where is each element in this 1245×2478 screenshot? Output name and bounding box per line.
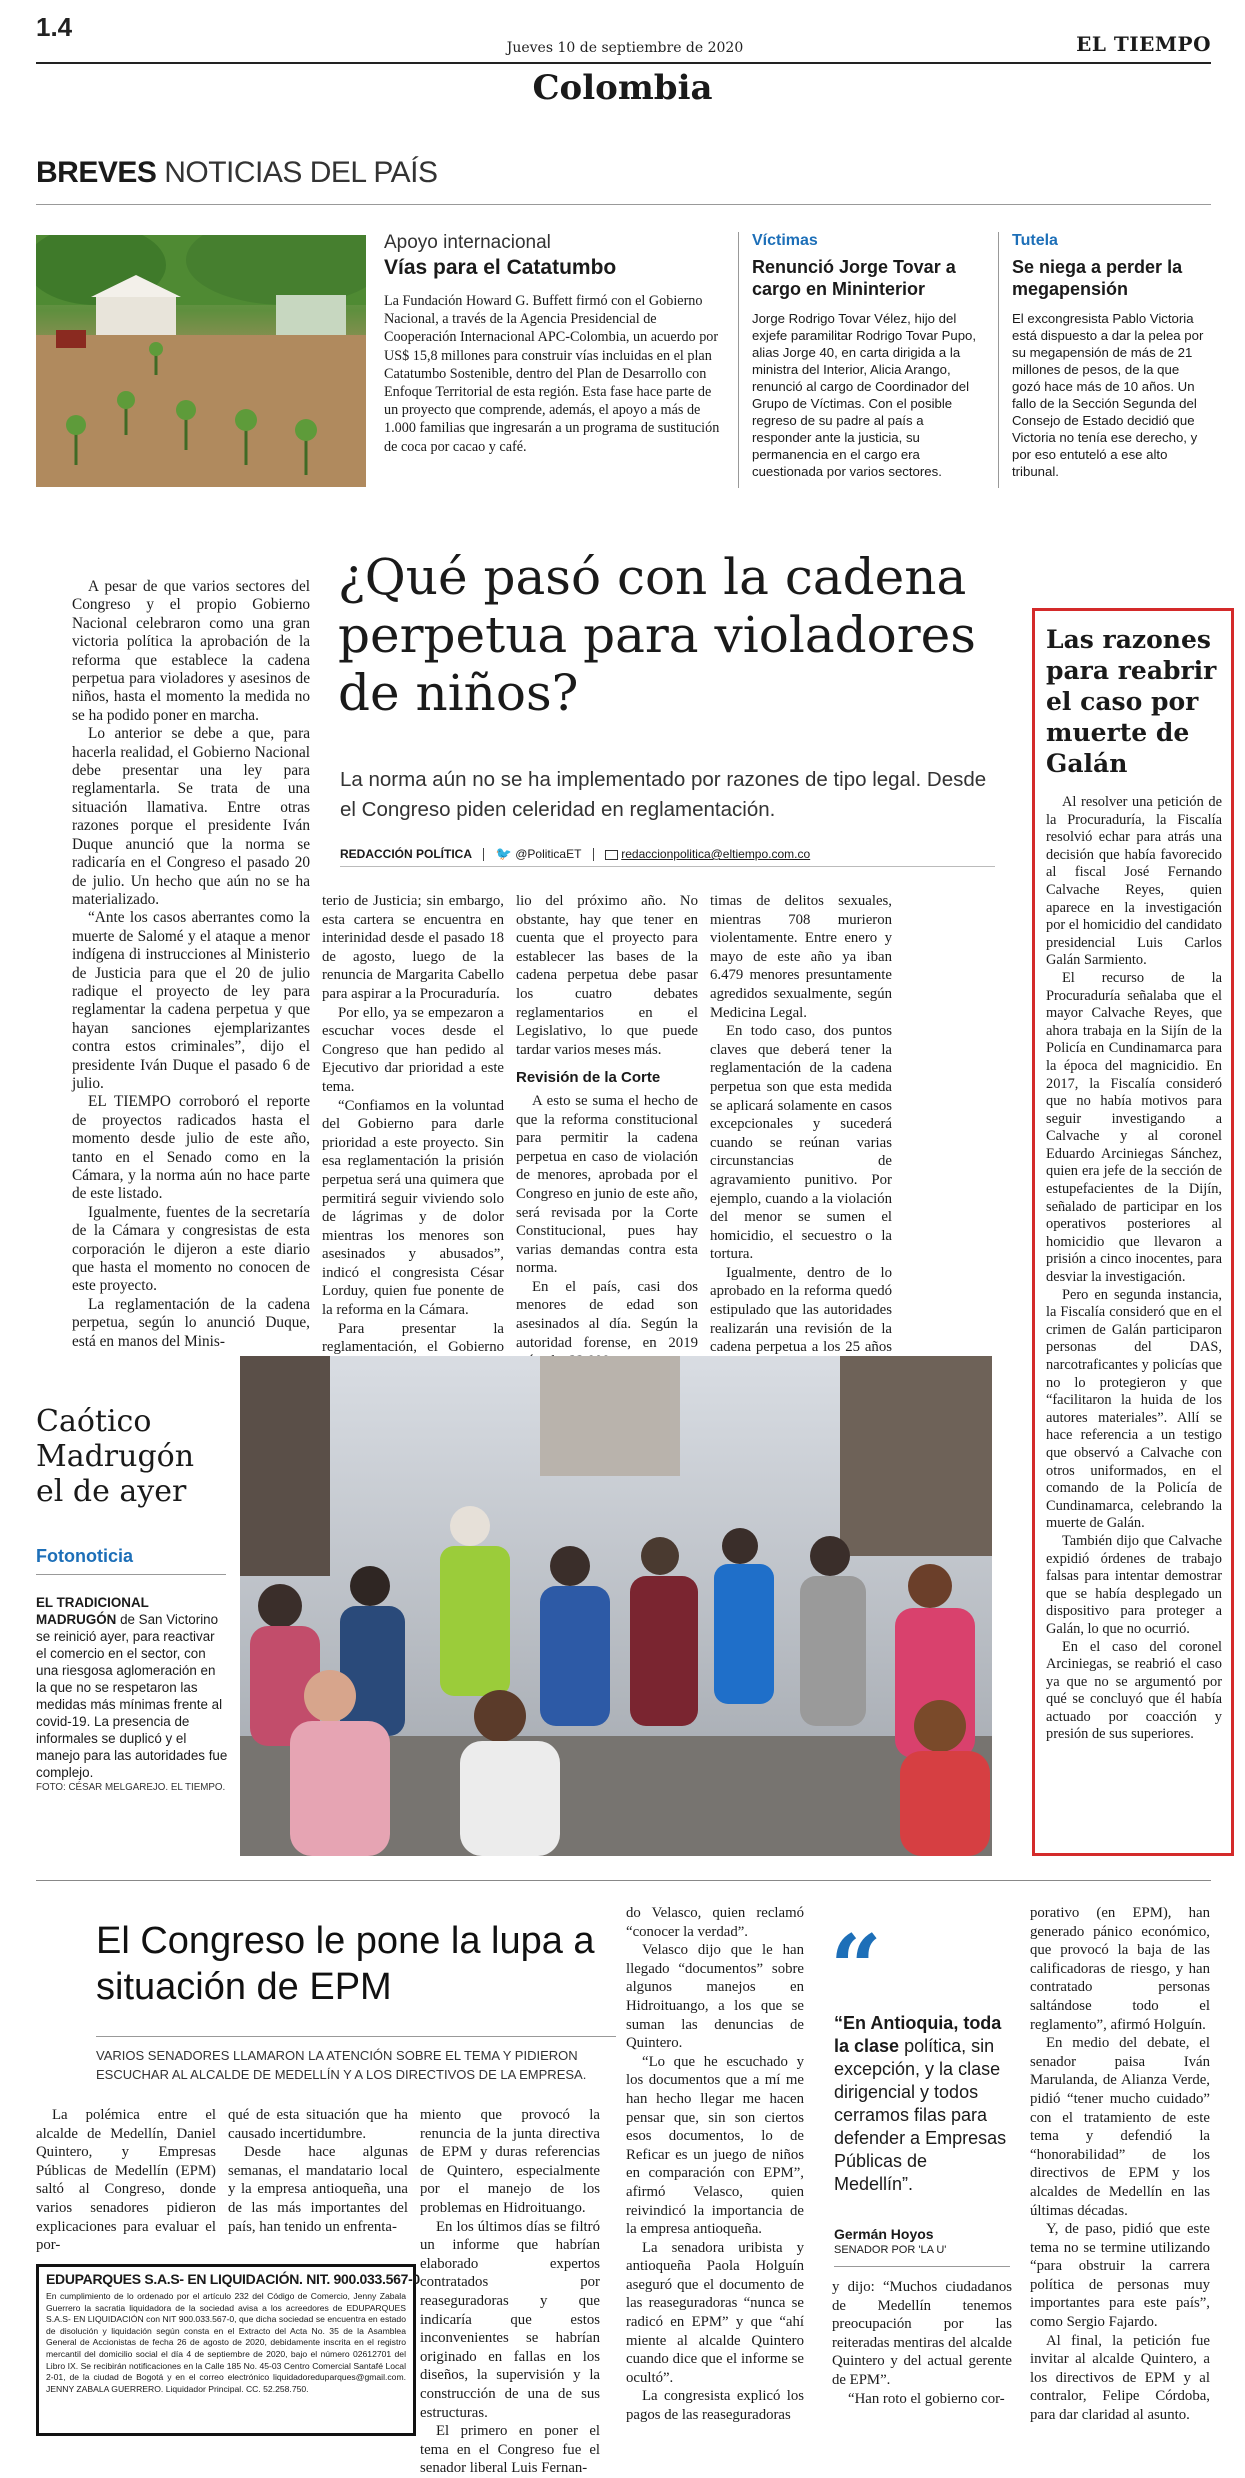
main-headline: ¿Qué pasó con la cadena perpetua para violadores de niños? <box>338 548 976 722</box>
breve-1-body: La Fundación Howard G. Buffett firmó con el Gobierno Nacional, a través de la Agencia Presidencial de Cooperación Internacional APC-Colombia, un acuerdo por US$ 15,8 millones para construir vías incluidas en el plan Catatumbo Sostenible, dentro del Plan de Desarrollo con Enfoque Territorial de esta región. Esta fase hace parte de un proyecto que comprende, además, el apoyo a más de 1.000 familias que ingresarán a un programa de sustitución de coca por cacao y café. <box>384 293 720 455</box>
paragraph: Al final, la petición fue invitar al alcalde Quintero, a los directivos de EPM y al contralor, Felipe Córdoba, para dar claridad al asunto. <box>1030 2332 1210 2424</box>
main-story-col-4 <box>710 892 892 1413</box>
madrugon-crowd-illustration <box>240 1356 992 1856</box>
quote-role: SENADOR POR 'LA U' <box>834 2244 947 2256</box>
breve-1-kicker: Apoyo internacional <box>384 232 551 253</box>
quote-mark: “ <box>830 1915 882 2021</box>
byline-rule <box>340 866 995 867</box>
twitter-icon: 🐦 <box>495 846 512 861</box>
paragraph: La polémica entre el alcalde de Medellín, Daniel Quintero, y Empresas Públicas de Medellín (EPM) saltó al Congreso, donde varios senadores pidieron explicaciones para evaluar el por- <box>36 2107 216 2254</box>
paragraph: do Velasco, quien reclamó “conocer la verdad”. <box>626 1905 804 1940</box>
byline: REDACCIÓN POLÍTICA <box>340 847 472 861</box>
catatumbo-illustration <box>36 235 366 487</box>
paragraph: El primero en poner el tema en el Congreso fue el senador liberal Luis Fernan- <box>420 2423 600 2477</box>
breves-rule <box>36 204 1211 205</box>
epm-deck: VARIOS SENADORES LLAMARON LA ATENCIÓN SOBRE EL TEMA Y PIDIERON ESCUCHAR AL ALCALDE DE MEDELLÍN Y A LOS DIRECTIVOS DE LA EMPRESA. <box>96 2048 587 2082</box>
paragraph: También dijo que Calvache expidió órdenes de trabajo falsas para intentar demostrar que se había desplegado un dispositivo para proteger a Galán, lo que no ocurrió. <box>1046 1532 1222 1637</box>
breve-3-kicker: Tutela <box>1012 232 1058 249</box>
section-title: Colombia <box>532 68 713 108</box>
paragraph: En todo caso, dos puntos claves que deberá tener la reglamentación de la cadena perpetua son que esta medida se aplicará solamente en casos excepcionales y sucederá cuando se reúnan varias circunstancias de agravamiento punitivo. Por ejemplo, cuando a la violación del menor se sumen el homicidio, el secuestro o la tortura. <box>710 1023 892 1263</box>
paragraph: “Confiamos en la voluntad del Gobierno para darle prioridad a este proyecto. Sin esa reglamentación la prisión perpetua será una quimera que permitirá seguir viviendo solo de lágrimas y de dolor mientras los menores son asesinados y abusados”, indicó el congresista César Lorduy, quien fue ponente de la reforma en la Cámara. <box>322 1097 504 1319</box>
paragraph: “Han roto el gobierno cor- <box>848 2390 1005 2407</box>
pull-quote-lead: “En Antioquia, toda la clase <box>834 2013 1002 2056</box>
paragraph: Igualmente, fuentes de la secretaría de la Cámara y congresistas de esta corporación le dijeron a este diario que hasta el momento no conocen de este proyecto. <box>72 1203 310 1295</box>
pull-quote <box>834 2012 1010 2196</box>
byline-row <box>340 846 990 862</box>
paragraph: En el caso del coronel Arciniegas, se reabrió el caso ya que no se argumentó por qué se concluyó que él había actuado por coacción y presión de sus superiores. <box>1046 1638 1222 1743</box>
breve-2-kicker: Víctimas <box>752 232 818 249</box>
breve-2-title: Renunció Jorge Tovar a cargo en Mininterior <box>752 257 956 299</box>
issue-date: Jueves 10 de septiembre de 2020 <box>506 40 744 56</box>
epm-col-2 <box>228 2106 408 2236</box>
paragraph: En el país, casi dos menores de edad son asesinados al día. Según la autoridad forense, en 2019 <box>516 1278 698 1351</box>
photo-credit: FOTO: CÉSAR MELGAREJO. EL TIEMPO. <box>36 1782 226 1793</box>
paragraph: miento que provocó la renuncia de la junta directiva de EPM y duras referencias de Quintero, especialmente por el manejo de los problemas en Hidroituango. <box>420 2107 600 2216</box>
paragraph: terio de Justicia; sin embargo, esta cartera se encuentra en interinidad desde el pasado 18 de agosto, luego de la renuncia de Margarita Cabello para aspirar a la Procuraduría. <box>322 893 504 1002</box>
paragraph: qué de esta situación que ha causado incertidumbre. <box>228 2107 408 2142</box>
catatumbo-photo <box>36 235 366 487</box>
legal-notice-box <box>36 2264 420 2436</box>
byline-separator <box>483 848 484 861</box>
masthead: EL TIEMPO <box>1076 32 1211 56</box>
epm-col-6 <box>1030 1904 1210 2425</box>
email-icon <box>605 850 618 860</box>
page-number: 1.4 <box>36 12 73 42</box>
lower-section-rule <box>36 1880 1211 1881</box>
main-story-col-2 <box>322 892 504 1394</box>
paragraph: y dijo: “Muchos ciudadanos de Medellín tenemos preocupación por las reiteradas mentiras del alcalde Quintero y del actual gerente de EPM”. <box>832 2279 1012 2388</box>
author-email[interactable]: redaccionpolitica@eltiempo.com.co <box>621 847 811 861</box>
twitter-handle[interactable]: @PoliticaET <box>515 847 582 861</box>
legal-notice-title: EDUPARQUES S.A.S- EN LIQUIDACIÓN. NIT. 900.033.567-0 <box>46 2271 420 2287</box>
sidebar-title: Las razones para reabrir el caso por muerte de Galán <box>1046 625 1217 778</box>
photo-story-kicker: Fotonoticia <box>36 1546 133 1566</box>
main-story-col-1 <box>72 578 310 1351</box>
quote-name: Germán Hoyos <box>834 2226 934 2242</box>
paragraph: “Lo que he escuchado y los documentos que a mí me han hecho llegar me hacen pensar que, sin son ciertos esos documentos, lo de Reficar es un juego de niños en comparación con EPM”, afirmó Velasco, quien reivindicó la importancia de la empresa antioqueña. <box>626 2053 804 2238</box>
paragraph: Por ello, ya se empezaron a escuchar voces desde el Congreso que han pedido al Ejecutivo dar prioridad a este tema. <box>322 1004 504 1095</box>
paragraph: A esto se suma el hecho de que la reforma constitucional para permitir la cadena perpetua en caso de violación de menores, aprobada por el Congreso en junio de este año, será revisada por la Corte Constitucional, pues hay varias demandas contra esta norma. <box>516 1092 698 1277</box>
paragraph: Velasco dijo que le han llegado “documentos” sobre algunos manejos en Hidroituango, a los que se suman las denuncias de Quintero. <box>626 1942 804 2052</box>
paragraph: timas de delitos sexuales, mientras 708 murieron violentamente. Entre enero y mayo de este año ya iban 6.479 menores presuntamente agredidos sexualmente, según Medicina Legal. <box>710 893 892 1021</box>
paragraph: En medio del debate, el senador paisa Iván Marulanda, de Alianza Verde, pidió “tener mucho cuidado” con el tratamiento de este tema y defendió la “honorabilidad” de los directivos de EPM y los alcaldes de Medellín en las últimas décadas. <box>1030 2035 1210 2219</box>
epm-col-1 <box>36 2106 216 2255</box>
paragraph: El recurso de la Procuraduría señalaba que el mayor Calvache Reyes, que ahora trabaja en la Sijín de la Policía en Cundinamarca para la época del magnicidio. En 2017, la Fiscalía consideró que no había motivos para seguir investigando a Calvache y al coronel Eduardo Arciniegas Sánchez, quien era jefe de la sección de estupefacientes de la Dijín, señalado de participar en los operativos posteriores al homicidio que llevaron a prisión a cinco inocentes, para desviar la investigación. <box>1046 969 1222 1286</box>
legal-notice-body: En cumplimiento de lo ordenado por el artículo 232 del Código de Comercio, Jenny Zabala Guerrero la sacratia liquidadora de la sociedad avisa a los acreedores de EDUPARQUES S.A.S- EN LIQUIDACIÓN con NIT 900.033.567-0, que dicha sociedad se encuentra en estado de disolución y liquidación según consta en el Extracto del Acta No. 35 de la Asamblea General de Accionistas de fecha 26 de agosto de 2020, debidamente inscrita en el registro mercantil del domicilio social el día 4 de septiembre de 2020, bajo el número 02612701 del Libro IX. Se recibirán notificaciones en la Calle 185 No. 45-03 Centro Comercial Santafé Local 2-01, de la ciudad de Bogotá y en el correo electrónico liquidadoreduparques@gmail.com. JENNY ZABALA GUERRERO. Liquidador Principal. CC. 52.258.750. <box>46 2291 406 2394</box>
paragraph: La senadora uribista y antioqueña Paola Holguín aseguró que el documento de las reaseguradoras “nunca se radicó en EPM” y que “ahí miente al alcalde Quintero cuando dice que el informe se ocultó”. <box>626 2239 804 2386</box>
paragraph: La congresista explicó los pagos de las reaseguradoras <box>626 2388 804 2424</box>
breve-1-title: Vías para el Catatumbo <box>384 256 617 279</box>
madrugon-photo <box>240 1356 992 1856</box>
epm-col-5 <box>832 2278 1012 2408</box>
main-story-col-3 <box>516 892 698 1389</box>
pull-quote-rest: política, sin excepción, y la clase dirigencial y todos cerramos filas para defender a Empresas Públicas de Medellín”. <box>834 2036 1007 2194</box>
breves-divider-2 <box>998 232 999 488</box>
header-rule <box>36 62 1211 64</box>
photo-kicker-rule <box>36 1574 226 1575</box>
photo-story-title: Caótico Madrugón el de ayer <box>36 1404 195 1509</box>
photo-story-caption <box>36 1594 228 1781</box>
paragraph: EL TIEMPO corroboró el reporte de proyectos radicados hasta el momento desde julio de este año, tanto en el Senado como en la Cámara, y la norma aún no hace parte de este listado. <box>72 1093 310 1203</box>
breves-label-bold: BREVES <box>36 156 157 189</box>
paragraph: lio del próximo año. No obstante, hay que tener en cuenta que el proyecto para establecer las bases de la cadena perpetua debe pasar los cuatro debates reglamentarios en el Legislativo, lo que puede tardar varios meses más. <box>516 893 698 1058</box>
paragraph: Para presentar la reglamentación, el Gobierno <box>322 1320 504 1356</box>
breve-2-body: Jorge Rodrigo Tovar Vélez, hijo del exjefe paramilitar Rodrigo Tovar Pupo, alias Jorge 40, en carta dirigida a la ministra del Interior, Alicia Arango, renunció al cargo de Coordinador del Grupo de Víctimas. Con el posible regreso de su padre al país a responder ante la justicia, su permanencia en el cargo era cuestionada por varios sectores. <box>752 311 977 479</box>
breves-divider-1 <box>738 232 739 488</box>
paragraph: A pesar de que varios sectores del Congreso y el propio Gobierno Nacional celebraron como una gran victoria política la aprobación de la reforma que establece la cadena perpetua para violadores y asesinos de niños, hasta el momento la medida no se ha podido poner en marcha. <box>72 578 310 724</box>
epm-deck-rule <box>96 2036 616 2037</box>
breve-3-body: El excongresista Pablo Victoria está dispuesto a dar la pelea por su megapensión de más de 21 millones de pesos, de la que gozó hace más de 10 años. Un fallo de la Sección Segunda del Consejo de Estado decidió que Victoria no tenía ese derecho, y por eso entuteló a ese alto tribunal. <box>1012 311 1204 479</box>
epm-col-4 <box>626 1904 804 2425</box>
paragraph: porativo (en EPM), han generado pánico económico, que provocó la baja de las calificadoras de riesgo, y han contratado personas saltándose todo el reglamento”, afirmó Holguín. <box>1030 1905 1210 2033</box>
paragraph: Lo anterior se debe a que, para hacerla realidad, el Gobierno Nacional debe presentar una ley para reglamentarla. Se trata de una situación llamativa. Entre otras razones porque el presidente Iván Duque anunció que la norma se radicaría en el Congreso el pasado 20 de julio. Un hecho que aún no se ha materializado. <box>72 725 310 908</box>
subhead: Revisión de la Corte <box>516 1069 661 1087</box>
epm-col-3 <box>420 2106 600 2478</box>
epm-headline: El Congreso le pone la lupa a situación de EPM <box>96 1920 595 2008</box>
paragraph: Igualmente, dentro de lo aprobado en la reforma quedó estipulado que las autoridades realizarán una revisión de la cadena perpetua a los 25 años <box>710 1264 892 1356</box>
byline-separator <box>593 848 594 861</box>
paragraph: “Ante los casos aberrantes como la muerte de Salomé y el ataque a menor indígena di instrucciones al Ministerio de Justicia para que el 20 de julio radique el proyecto de ley para reglamentar la cadena perpetua y que hayan sanciones ejemplarizantes contra estos criminales”, dijo el presidente Iván Duque el pasado 6 de julio. <box>72 909 310 1092</box>
paragraph: Pero en segunda instancia, la Fiscalía consideró que en el crimen de Galán participaron personas del DAS, narcotraficantes y policías que no lo protegieron y que “facilitaron la huida de los autores materiales”. Allí se hace referencia a un testigo que observó a Calvache con otros uniformados, en el comando de la Policía de Cundinamarca, celebrando la muerte de Galán. <box>1046 1286 1222 1532</box>
sidebar-body <box>1046 794 1222 1744</box>
paragraph: La reglamentación de la cadena perpetua, según lo anunció Duque, está en manos del Minis- <box>72 1295 310 1350</box>
breve-3-title: Se niega a perder la megapensión <box>1012 257 1183 299</box>
main-deck: La norma aún no se ha implementado por razones de tipo legal. Desde el Congreso piden celeridad en reglamentación. <box>340 768 987 821</box>
paragraph: Desde hace algunas semanas, el mandatario local y la empresa antioqueña, una de las más importantes del país, han tenido un enfrenta- <box>228 2144 408 2235</box>
paragraph: Y, de paso, pidió que este tema no se termine utilizando “para obstruir la carrera política de personas muy importantes para este país”, como Sergio Fajardo. <box>1030 2221 1210 2331</box>
paragraph: Al resolver una petición de la Procuraduría, la Fiscalía resolvió echar para atrás una decisión que había favorecido al fiscal José Fernando Calvache Reyes, quien aparece en la investigación por el homicidio del candidato presidencial Luis Carlos Galán Sarmiento. <box>1046 794 1222 969</box>
caption-body: de San Victorino se reinició ayer, para reactivar el comercio en el sector, con una riesgosa aglomeración en la que no se respetaron las medidas más mínimas frente al covid-19. La presencia de informales se duplicó y el manejo para las autoridades fue complejo. <box>36 1612 228 1780</box>
caption-lead: EL TRADICIONAL MADRUGÓN <box>36 1595 149 1627</box>
quote-bottom-rule <box>834 2266 1010 2267</box>
paragraph: En los últimos días se filtró un informe que habrían elaborado expertos contratados por reaseguradoras y que indicaría que estos inconvenientes se habrían originado en fallas en los diseños, la supervisión y la construcción de una de sus estructuras. <box>420 2218 600 2421</box>
breves-label-light: NOTICIAS DEL PAÍS <box>164 156 438 189</box>
breves-label <box>36 156 437 190</box>
